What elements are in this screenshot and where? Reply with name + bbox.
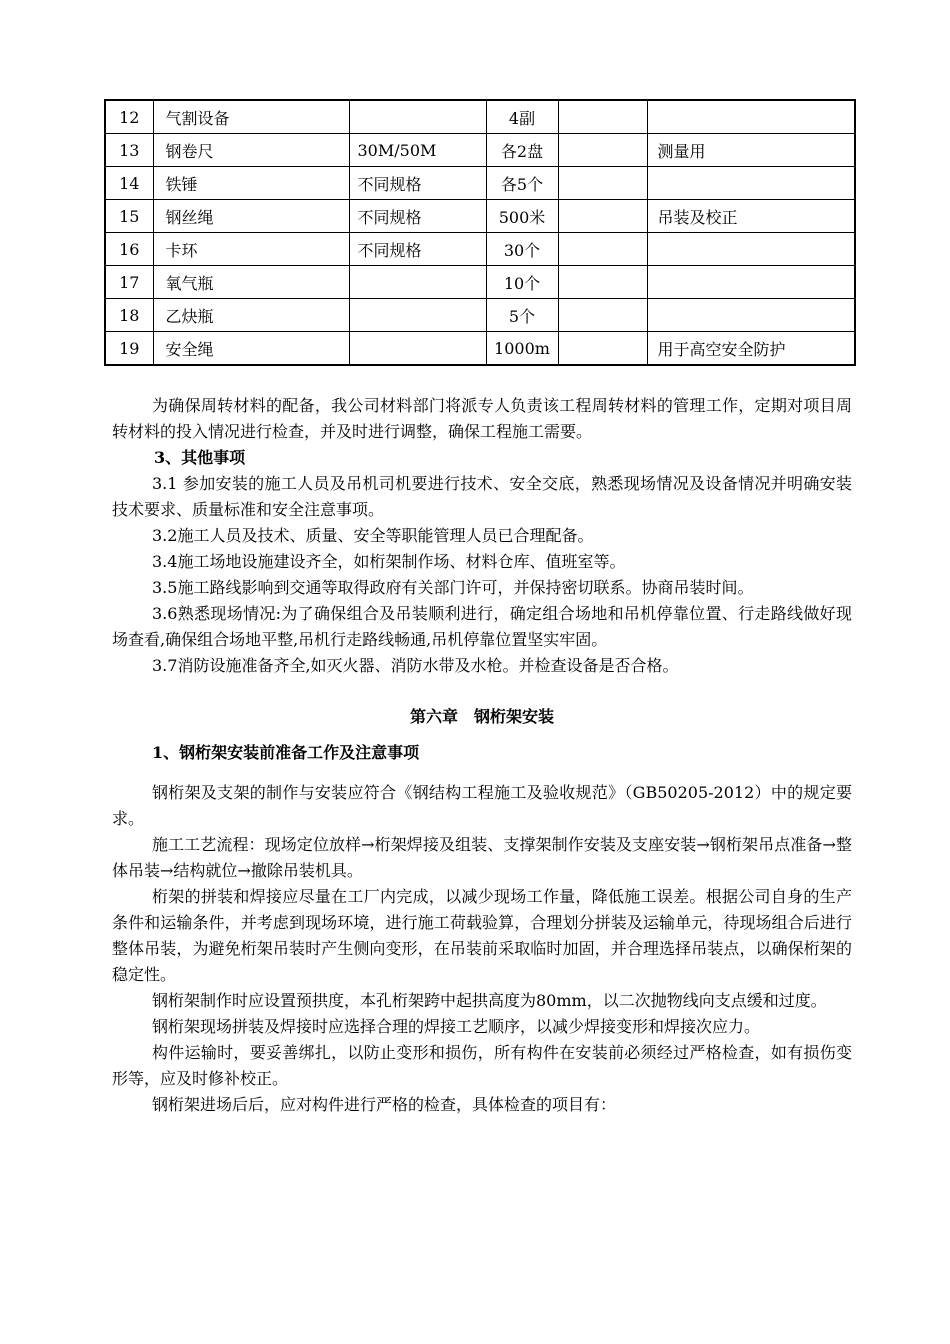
- list-item: 3.6熟悉现场情况:为了确保组合及吊装顺利进行，确定组合场地和吊机停靠位置、行走路线做好现场查看,确保组合场地平整,吊机行走路线畅通,吊机停靠位置坚实牢固。: [112, 604, 852, 649]
- equipment-spec: [349, 100, 486, 134]
- body-text: [112, 393, 852, 679]
- equipment-name: 钢丝绳: [153, 200, 349, 233]
- equipment-note: 用于高空安全防护: [647, 332, 855, 366]
- materials-paragraph: 为确保周转材料的配备，我公司材料部门将派专人负责该工程周转材料的管理工作，定期对项目周转材料的投入情况进行检查，并及时进行调整，确保工程施工需要。: [112, 396, 852, 441]
- equipment-spec: [349, 332, 486, 366]
- equipment-spec: 不同规格: [349, 167, 486, 200]
- equipment-quantity: 各2盘: [486, 134, 558, 167]
- list-item: 3.4施工场地设施建设齐全，如桁架制作场、材料仓库、值班室等。: [152, 552, 626, 571]
- equipment-spec: 不同规格: [349, 233, 486, 266]
- chapter-name: 钢桁架安装: [474, 707, 555, 726]
- row-number: 15: [105, 200, 153, 233]
- equipment-name: 气割设备: [153, 100, 349, 134]
- table-row: [105, 100, 855, 134]
- paragraph: 构件运输时，要妥善绑扎，以防止变形和损伤，所有构件在安装前必须经过严格检查，如有损伤变形等，应及时修补校正。: [112, 1043, 852, 1088]
- equipment-quantity: 10个: [486, 266, 558, 299]
- equipment-spec: 30M/50M: [349, 134, 486, 167]
- equipment-note: [647, 233, 855, 266]
- row-number: 13: [105, 134, 153, 167]
- table-row: [105, 266, 855, 299]
- row-number: 14: [105, 167, 153, 200]
- equipment-extra: [558, 200, 647, 233]
- section-heading: 1、钢桁架安装前准备工作及注意事项: [152, 743, 420, 762]
- equipment-spec: [349, 299, 486, 332]
- table-row: [105, 200, 855, 233]
- equipment-name: 钢卷尺: [153, 134, 349, 167]
- table-row: [105, 233, 855, 266]
- row-number: 17: [105, 266, 153, 299]
- equipment-extra: [558, 100, 647, 134]
- equipment-note: [647, 167, 855, 200]
- equipment-quantity: 500米: [486, 200, 558, 233]
- paragraph: 钢桁架及支架的制作与安装应符合《钢结构工程施工及验收规范》（GB50205-2012）中的规定要求。: [112, 783, 852, 828]
- chapter-block: [112, 704, 852, 730]
- equipment-note: [647, 299, 855, 332]
- paragraph: 钢桁架进场后后，应对构件进行严格的检查，具体检查的项目有：: [152, 1095, 617, 1114]
- table-row: [105, 167, 855, 200]
- row-number: 18: [105, 299, 153, 332]
- equipment-extra: [558, 266, 647, 299]
- paragraph: 钢桁架制作时应设置预拱度，本孔桁架跨中起拱高度为80mm，以二次抛物线向支点缓和过度。: [152, 991, 827, 1010]
- equipment-quantity: 5个: [486, 299, 558, 332]
- equipment-quantity: 30个: [486, 233, 558, 266]
- equipment-name: 氧气瓶: [153, 266, 349, 299]
- equipment-quantity: 1000m: [486, 332, 558, 366]
- list-item: 3.7消防设施准备齐全,如灭火器、消防水带及水枪。并检查设备是否合格。: [152, 656, 679, 675]
- equipment-name: 安全绳: [153, 332, 349, 366]
- equipment-extra: [558, 167, 647, 200]
- section-block: [112, 740, 852, 766]
- list-item: 3.1 参加安装的施工人员及吊机司机要进行技术、安全交底，熟悉现场情况及设备情况并明确安装技术要求、质量标准和安全注意事项。: [112, 474, 852, 519]
- table-row: [105, 332, 855, 366]
- equipment-quantity: 4副: [486, 100, 558, 134]
- equipment-spec: 不同规格: [349, 200, 486, 233]
- paragraph: 钢桁架现场拼装及焊接时应选择合理的焊接工艺顺序，以减少焊接变形和焊接次应力。: [152, 1017, 761, 1036]
- equipment-name: 铁锤: [153, 167, 349, 200]
- equipment-extra: [558, 134, 647, 167]
- equipment-extra: [558, 332, 647, 366]
- equipment-note: [647, 100, 855, 134]
- table-row: [105, 134, 855, 167]
- section-body: [112, 780, 852, 1118]
- table-row: [105, 299, 855, 332]
- paragraph: 施工工艺流程：现场定位放样→桁架焊接及组装、支撑架制作安装及支座安装→钢桁架吊点准备→整体吊装→结构就位→撤除吊装机具。: [112, 835, 852, 880]
- equipment-spec: [349, 266, 486, 299]
- equipment-name: 乙炔瓶: [153, 299, 349, 332]
- equipment-note: 吊装及校正: [647, 200, 855, 233]
- chapter-title: [112, 704, 852, 730]
- equipment-quantity: 各5个: [486, 167, 558, 200]
- row-number: 19: [105, 332, 153, 366]
- equipment-extra: [558, 299, 647, 332]
- equipment-note: [647, 266, 855, 299]
- chapter-number: 第六章: [409, 707, 458, 726]
- equipment-note: 测量用: [647, 134, 855, 167]
- equipment-table: [104, 99, 856, 366]
- section-heading: 3、其他事项: [154, 448, 246, 467]
- equipment-name: 卡环: [153, 233, 349, 266]
- row-number: 16: [105, 233, 153, 266]
- list-item: 3.2施工人员及技术、质量、安全等职能管理人员已合理配备。: [152, 526, 594, 545]
- row-number: 12: [105, 100, 153, 134]
- paragraph: 桁架的拼装和焊接应尽量在工厂内完成，以减少现场工作量，降低施工误差。根据公司自身的生产条件和运输条件，并考虑到现场环境，进行施工荷载验算，合理划分拼装及运输单元，待现场组合后进行整体吊装，为避免桁架吊装时产生侧向变形，在吊装前采取临时加固，并合理选择吊装点，以确保桁架的稳定性。: [112, 887, 852, 984]
- list-item: 3.5施工路线影响到交通等取得政府有关部门许可，并保持密切联系。协商吊装时间。: [152, 578, 754, 597]
- equipment-extra: [558, 233, 647, 266]
